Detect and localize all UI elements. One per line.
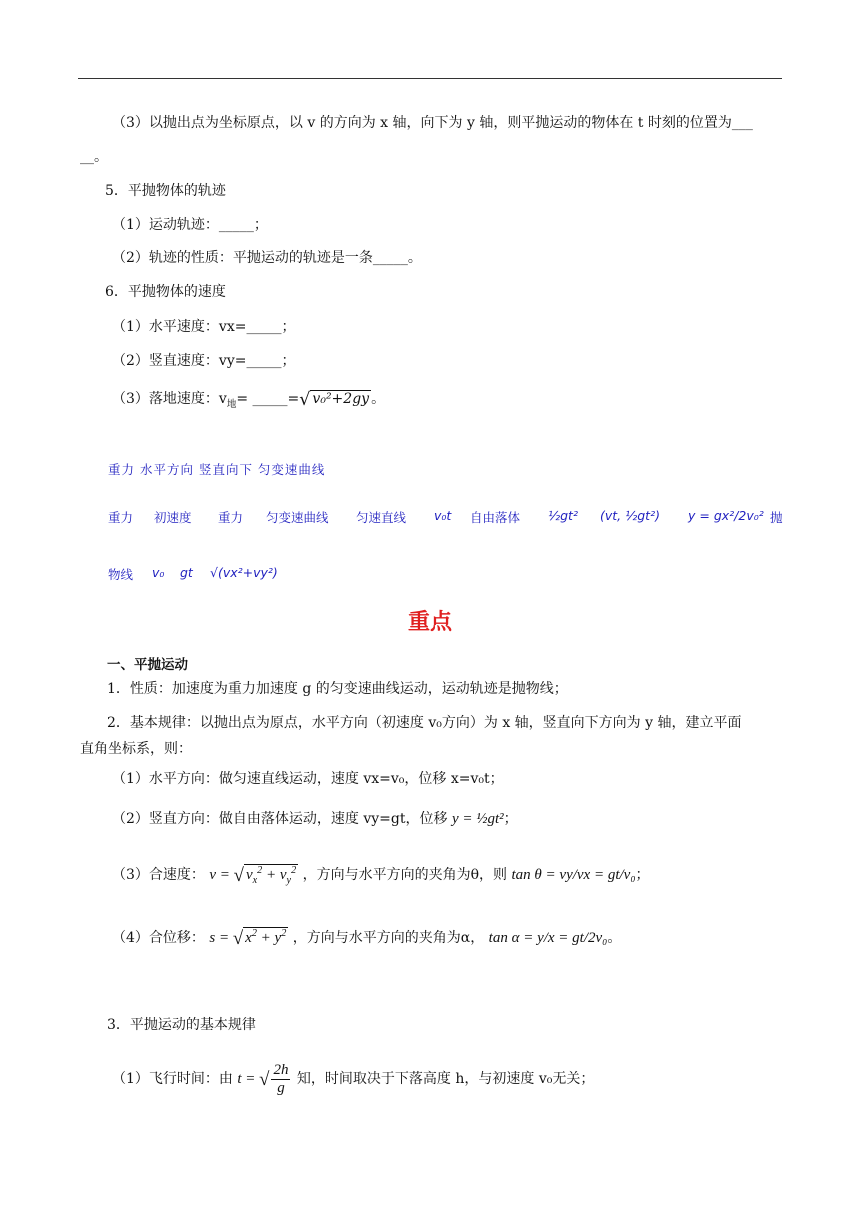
item6-1: （1）水平速度：vx=_____；: [112, 319, 296, 335]
item6-3-formula: v₀²+2gy: [312, 391, 370, 407]
ans-r2-6: 自由落体: [470, 510, 521, 525]
answers-row1: 重力 水平方向 竖直向下 匀变速曲线: [108, 462, 326, 477]
kp-p2-line2: 直角坐标系，则：: [80, 741, 192, 757]
item6-3-sub: 地: [226, 398, 237, 410]
item6-heading: 6．平抛物体的速度: [105, 284, 226, 300]
ans-r2-5: v₀t: [434, 508, 452, 523]
kp-p3: 3．平抛运动的基本规律: [107, 1017, 256, 1033]
item5-1: （1）运动轨迹：_____；: [112, 217, 268, 233]
item6-3-prefix: （3）落地速度：v: [112, 391, 227, 407]
ans-r2-8: (vt, ½gt²): [600, 508, 660, 523]
ans-r2-4: 匀速直线: [356, 510, 407, 525]
kp-r3-mid: ，方向与水平方向的夹角为θ，则: [302, 867, 508, 883]
kp-heading: 一、平抛运动: [107, 657, 188, 673]
answers-row2: [108, 500, 786, 540]
kp-r3-text: （3）合速度：: [112, 867, 205, 883]
item6-3-mid: = _____=: [236, 391, 300, 407]
kp-r1: （1）水平方向：做匀速直线运动，速度 vx=v₀，位移 x=v₀t；: [112, 771, 504, 787]
kp-r4-text: （4）合位移：: [112, 930, 205, 946]
kp-p3-1-post: 知，时间取决于下落高度 h，与初速度 v₀无关；: [296, 1071, 595, 1088]
kp-r2-text: （2）竖直方向：做自由落体运动，速度 vy=gt，位移: [112, 811, 448, 827]
ans-r2-2: 重力: [218, 510, 244, 525]
ans-r3-1: v₀: [152, 565, 165, 580]
kp-r2: （2）竖直方向：做自由落体运动，速度 vy=gt，位移 y = ½gt²；: [112, 811, 518, 827]
kp-r4-formula: tan α = y/x = gt/2v₀: [488, 930, 608, 946]
section-title: 重点: [407, 610, 452, 635]
ans-r3-3: √(vx²+vy²): [210, 565, 278, 580]
answers-row3: [108, 563, 408, 587]
item6-3-end: 。: [371, 391, 386, 407]
ans-r2-9: y = gx²/2v₀²: [688, 508, 764, 523]
kp-r4: （4）合位移： s = √ $x^2 + y^2$ ，方向与水平方向的夹角为α， tan α = y/x = gt/2v₀。: [112, 928, 622, 949]
kp-r3-formula: tan θ = vy/vx = gt/v₀: [511, 867, 636, 883]
ans-r2-0: 重力: [108, 510, 134, 525]
item5-heading: 5．平抛物体的轨迹: [105, 183, 226, 199]
p3-line2: __。: [80, 149, 108, 165]
kp-p1: 1．性质：加速度为重力加速度 g 的匀变速曲线运动，运动轨迹是抛物线；: [107, 681, 568, 697]
kp-r4-mid: ，方向与水平方向的夹角为α，: [292, 930, 485, 946]
kp-r3: （3）合速度： v = √ $v_x^2 + v_y^2$ ，方向与水平方向的夹角为θ，则 tan θ = vy/vx = gt/v₀；: [112, 865, 650, 886]
ans-r2-7: ½gt²: [548, 508, 578, 523]
kp-r2-formula: y = ½gt²: [451, 811, 504, 827]
ans-r3-0: 物线: [108, 567, 134, 582]
kp-p3-1: （1）飞行时间：由 t = √ $\frac{2h}{g}$ 知，时间取决于下落高度 h，与初速度 v₀无关；: [112, 1062, 595, 1097]
ans-r2-3: 匀变速曲线: [266, 510, 329, 525]
item6-2: （2）竖直速度：vy=_____；: [112, 353, 296, 369]
ans-r3-2: gt: [180, 565, 193, 580]
item5-2: （2）轨迹的性质：平抛运动的轨迹是一条_____。: [112, 250, 422, 266]
header-rule: [78, 78, 782, 79]
item6-3: （3）落地速度：$v_地=$ _____=√ v₀²+2gy 。: [112, 390, 386, 410]
ans-r2-1: 初速度: [154, 510, 192, 525]
kp-p2-line1: 2．基本规律：以抛出点为原点，水平方向（初速度 v₀方向）为 x 轴，竖直向下方向为 y 轴，建立平面: [107, 715, 742, 731]
ans-r2-10: 抛: [770, 510, 783, 525]
kp-p3-1-pre: （1）飞行时间：由: [112, 1071, 233, 1088]
p3-line1: （3）以抛出点为坐标原点，以 v 的方向为 x 轴，向下为 y 轴，则平抛运动的物体在 t 时刻的位置为___: [112, 115, 753, 131]
